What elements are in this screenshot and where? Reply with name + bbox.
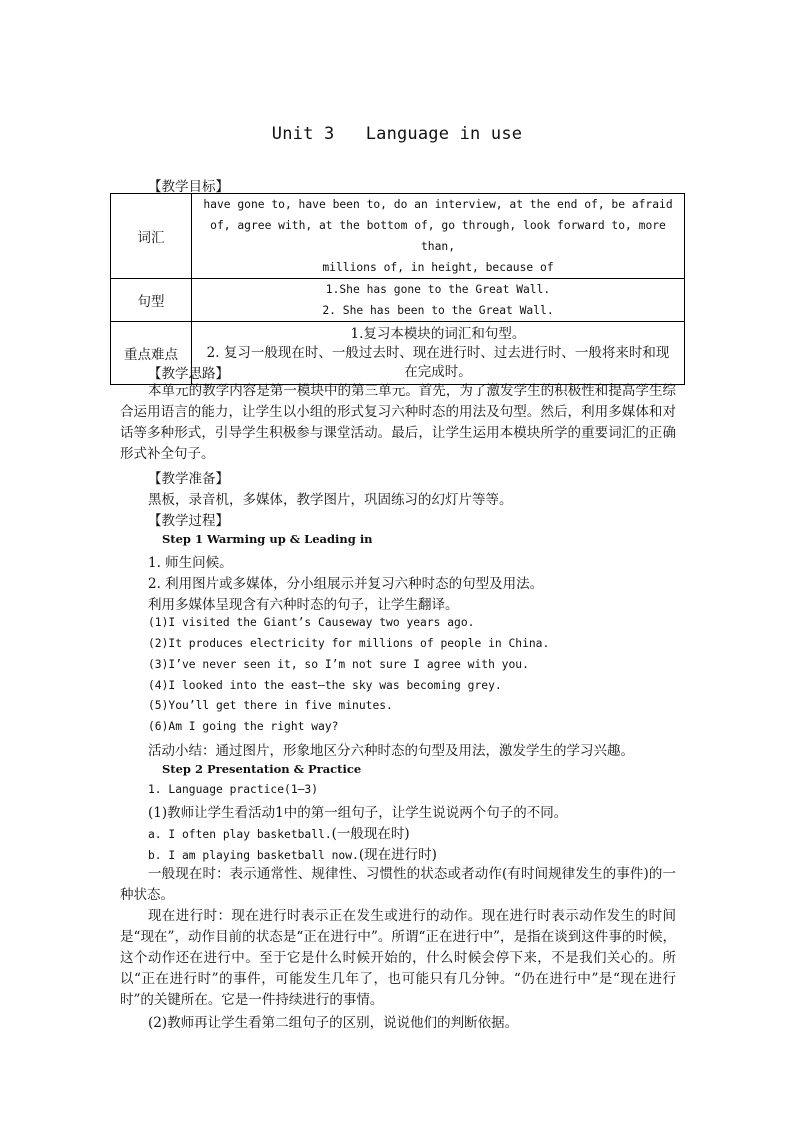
page-title: Unit 3 Language in use: [271, 124, 523, 144]
example-b-note: (现在进行时): [358, 847, 437, 863]
key-points-content: [192, 322, 685, 385]
vocab-content: [192, 194, 685, 279]
key-points-line: 1.复习本模块的词汇和句型。: [350, 325, 526, 342]
example-sentence: (1)I visited the Giant’s Causeway two years ago.: [148, 616, 475, 629]
step1-item: 1. 师生问候。: [148, 555, 233, 571]
example-sentence: (5)You’ll get there in five minutes.: [148, 699, 393, 712]
example-a-note: (一般现在时): [331, 826, 410, 842]
step1-item: 2. 利用图片或多媒体，分小组展示并复习六种时态的句型及用法。: [148, 576, 544, 592]
vocab-line: millions of, in height, because of: [322, 261, 554, 274]
example-sentence: (4)I looked into the east—the sky was becoming grey.: [148, 679, 502, 692]
example-a: [148, 822, 410, 842]
example-sentence: (6)Am I going the right way?: [148, 720, 339, 733]
vocab-label: 词汇: [111, 194, 192, 279]
question-2: (2)教师再让学生看第二组句子的区别，说说他们的判断依据。: [148, 1015, 519, 1031]
pattern-content: [192, 279, 685, 322]
example-a-text: a. I often play basketball.: [148, 828, 332, 841]
objectives-table: [110, 193, 685, 385]
key-points-line: 在完成时。: [404, 363, 472, 380]
question-1: (1)教师让学生看活动1中的第一组句子，让学生说说两个句子的不同。: [148, 805, 568, 821]
pattern-line: 2. She has been to the Great Wall.: [322, 304, 554, 317]
step1-item: 利用多媒体呈现含有六种时态的句子，让学生翻译。: [148, 597, 459, 613]
preparation-text: 黑板，录音机，多媒体，教学图片，巩固练习的幻灯片等等。: [148, 492, 513, 508]
vocab-row: [111, 194, 685, 279]
key-points-line: 2. 复习一般现在时、一般过去时、现在进行时、过去进行时、一般将来时和现: [206, 344, 670, 361]
vocab-line: of, agree with, at the bottom of, go through, look forward to, more than,: [210, 219, 666, 253]
example-sentence: (2)It produces electricity for millions of people in China.: [148, 637, 550, 650]
step1-heading: Step 1 Warming up & Leading in: [162, 532, 373, 546]
section-preparation-heading: 【教学准备】: [148, 471, 229, 487]
pattern-row: [111, 279, 685, 322]
example-sentence: (3)I’ve never seen it, so I’m not sure I agree with you.: [148, 658, 529, 671]
present-progressive-paragraph: 现在进行时：现在进行时表示正在发生或进行的动作。现在进行时表示动作发生的时间是“现在”，动作目前的状态是“正在进行中”。所谓“正在进行中”，是指在谈到这件事的时候，这个动作还在进行中。至于它是什么时候开始的，什么时候会停下来，不是我们关心的。所以“正在进行时”的事件，可能发生几年了，也可能只有几分钟。“仍在进行中”是“现在进行时”的关键所在。它是一件持续进行的事情。: [120, 908, 676, 1008]
key-points-label: 重点难点: [111, 322, 192, 385]
step1-summary: 活动小结：通过图片，形象地区分六种时态的句型及用法，激发学生的学习兴趣。: [148, 743, 634, 759]
pattern-label: 句型: [111, 279, 192, 322]
simple-present-paragraph: 一般现在时：表示通常性、规律性、习惯性的状态或者动作(有时间规律发生的事件)的一种状态。: [120, 866, 676, 903]
approach-paragraph: 本单元的教学内容是第一模块中的第三单元。首先，为了激发学生的积极性和提高学生综合运用语言的能力，让学生以小组的形式复习六种时态的用法及句型。然后，利用多媒体和对话等多种形式，引导学生积极参与课堂活动。最后，让学生运用本模块所学的重要词汇的正确形式补全句子。: [120, 383, 676, 462]
language-practice: 1. Language practice(1—3): [148, 783, 319, 796]
example-b-text: b. I am playing basketball now.: [148, 849, 359, 862]
step2-heading: Step 2 Presentation & Practice: [162, 762, 362, 776]
section-approach-heading: 【教学思路】: [148, 366, 229, 382]
pattern-line: 1.She has gone to the Great Wall.: [325, 283, 551, 296]
section-process-heading: 【教学过程】: [148, 513, 229, 529]
example-b: [148, 843, 437, 863]
vocab-line: have gone to, have been to, do an interview, at the end of, be afraid: [203, 198, 673, 211]
section-objectives-heading: 【教学目标】: [148, 179, 229, 195]
